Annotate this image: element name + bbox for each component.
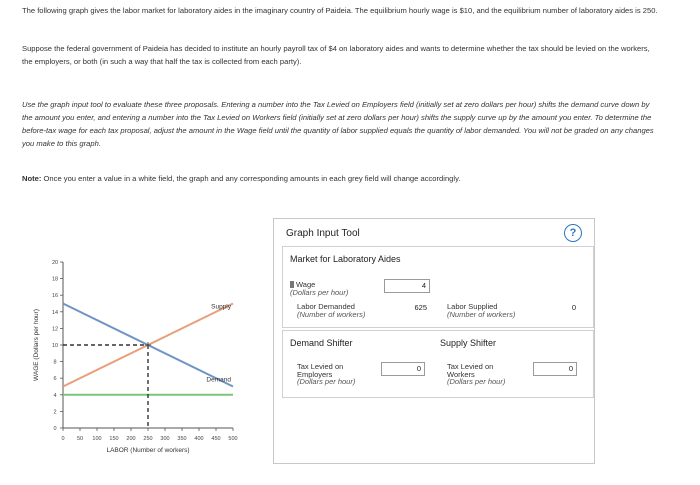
y-tick-label: 6 xyxy=(53,376,57,383)
y-tick-label: 14 xyxy=(51,309,59,316)
labor-supplied-value: 0 xyxy=(533,302,579,316)
shifter-box xyxy=(282,330,594,398)
x-tick-label: 400 xyxy=(194,436,204,442)
labor-demanded-value: 625 xyxy=(384,302,430,316)
demand-shifter-title: Demand Shifter xyxy=(290,338,353,348)
x-tick-label: 50 xyxy=(76,436,84,442)
tax-workers-label-line2: Workers xyxy=(447,369,475,379)
labor-demanded-unit: (Number of workers) xyxy=(297,309,366,319)
labor-market-graph[interactable] xyxy=(18,218,270,464)
supply-shifter-title: Supply Shifter xyxy=(440,338,497,348)
market-title: Market for Laboratory Aides xyxy=(290,254,401,264)
x-tick-label: 350 xyxy=(177,436,187,442)
tax-workers-input[interactable]: 0 xyxy=(533,362,577,376)
x-tick-label: 250 xyxy=(143,436,153,442)
y-tick-label: 4 xyxy=(53,392,57,399)
y-tick-label: 20 xyxy=(51,260,59,266)
demand-label: Demand xyxy=(206,376,231,384)
x-axis-title: LABOR (Number of workers) xyxy=(106,447,190,454)
tax-workers-label-group xyxy=(447,363,505,386)
x-tick-label: 150 xyxy=(109,436,119,442)
tax-employers-input[interactable]: 0 xyxy=(381,362,425,376)
labor-market-chart[interactable] xyxy=(18,218,270,464)
tax-workers-unit: (Dollars per hour) xyxy=(447,377,506,386)
x-tick-label: 0 xyxy=(61,436,65,442)
x-tick-label: 500 xyxy=(228,436,238,442)
labor-supplied-label: Labor Supplied xyxy=(447,302,498,311)
tax-employers-label-line1: Tax Levied on xyxy=(297,362,344,371)
note-label: Note: xyxy=(22,174,42,183)
note-body: Once you enter a value in a white field, the graph and any corresponding amounts in each grey field will change accordingly. xyxy=(41,174,461,183)
supply-label: Supply xyxy=(211,303,231,311)
tax-workers-label-line1: Tax Levied on xyxy=(447,362,494,371)
labor-demanded-label: Labor Demanded xyxy=(297,302,355,311)
y-tick-label: 10 xyxy=(51,343,59,349)
tax-employers-label-group xyxy=(297,363,355,386)
x-tick-label: 300 xyxy=(160,436,170,442)
y-tick-label: 18 xyxy=(51,276,59,283)
wage-input[interactable]: 4 xyxy=(384,279,430,293)
x-tick-label: 450 xyxy=(211,436,221,442)
y-tick-label: 8 xyxy=(53,359,57,366)
labor-supplied-label-group xyxy=(447,303,515,318)
labor-supplied-unit: (Number of workers) xyxy=(447,309,516,319)
labor-demanded-label-group xyxy=(297,303,365,318)
note-paragraph xyxy=(22,172,662,185)
x-tick-label: 100 xyxy=(92,436,102,442)
wage-label: Wage xyxy=(296,280,316,289)
y-tick-label: 12 xyxy=(51,326,59,333)
wage-unit: (Dollars per hour) xyxy=(290,287,349,297)
y-tick-label: 2 xyxy=(53,409,57,416)
intro-paragraph: The following graph gives the labor market for laboratory aides in the imaginary country of Paideia. The equilibrium hourly wage is $10, and the equilibrium number of laboratory aides is 250. xyxy=(22,6,658,15)
x-tick-label: 200 xyxy=(126,436,136,442)
market-box xyxy=(282,246,594,328)
tax-employers-label-line2: Employers xyxy=(297,369,333,379)
y-axis-title: WAGE (Dollars per hour) xyxy=(33,309,40,381)
graph-input-tool-title: Graph Input Tool xyxy=(286,228,360,239)
tax-employers-unit: (Dollars per hour) xyxy=(297,377,356,386)
instructions-paragraph: Use the graph input tool to evaluate these three proposals. Entering a number into the Tax Levied on Employers field (initially set at zero dollars per hour) shifts the demand curve down by the amount you enter, and entering a number into the Tax Levied on Workers field (initially set at zero dollars per hour) shifts the supply curve up by the amount you enter. To determine the before-tax wage for each tax proposal, adjust the amount in the Wage field until the quantity of labor supplied equals the quantity of labor demanded. You will not be graded on any changes you make to this graph. xyxy=(22,100,654,148)
help-icon[interactable]: ? xyxy=(564,224,582,242)
y-tick-label: 0 xyxy=(53,426,57,432)
tax-proposal-paragraph: Suppose the federal government of Paideia has decided to institute an hourly payroll tax of $4 on laboratory aides and wants to determine whether the tax should be levied on the workers, the employers, or both (in such a way that half the tax is collected from each party). xyxy=(22,44,650,66)
wage-label-group xyxy=(290,281,348,296)
y-tick-label: 16 xyxy=(51,293,59,300)
